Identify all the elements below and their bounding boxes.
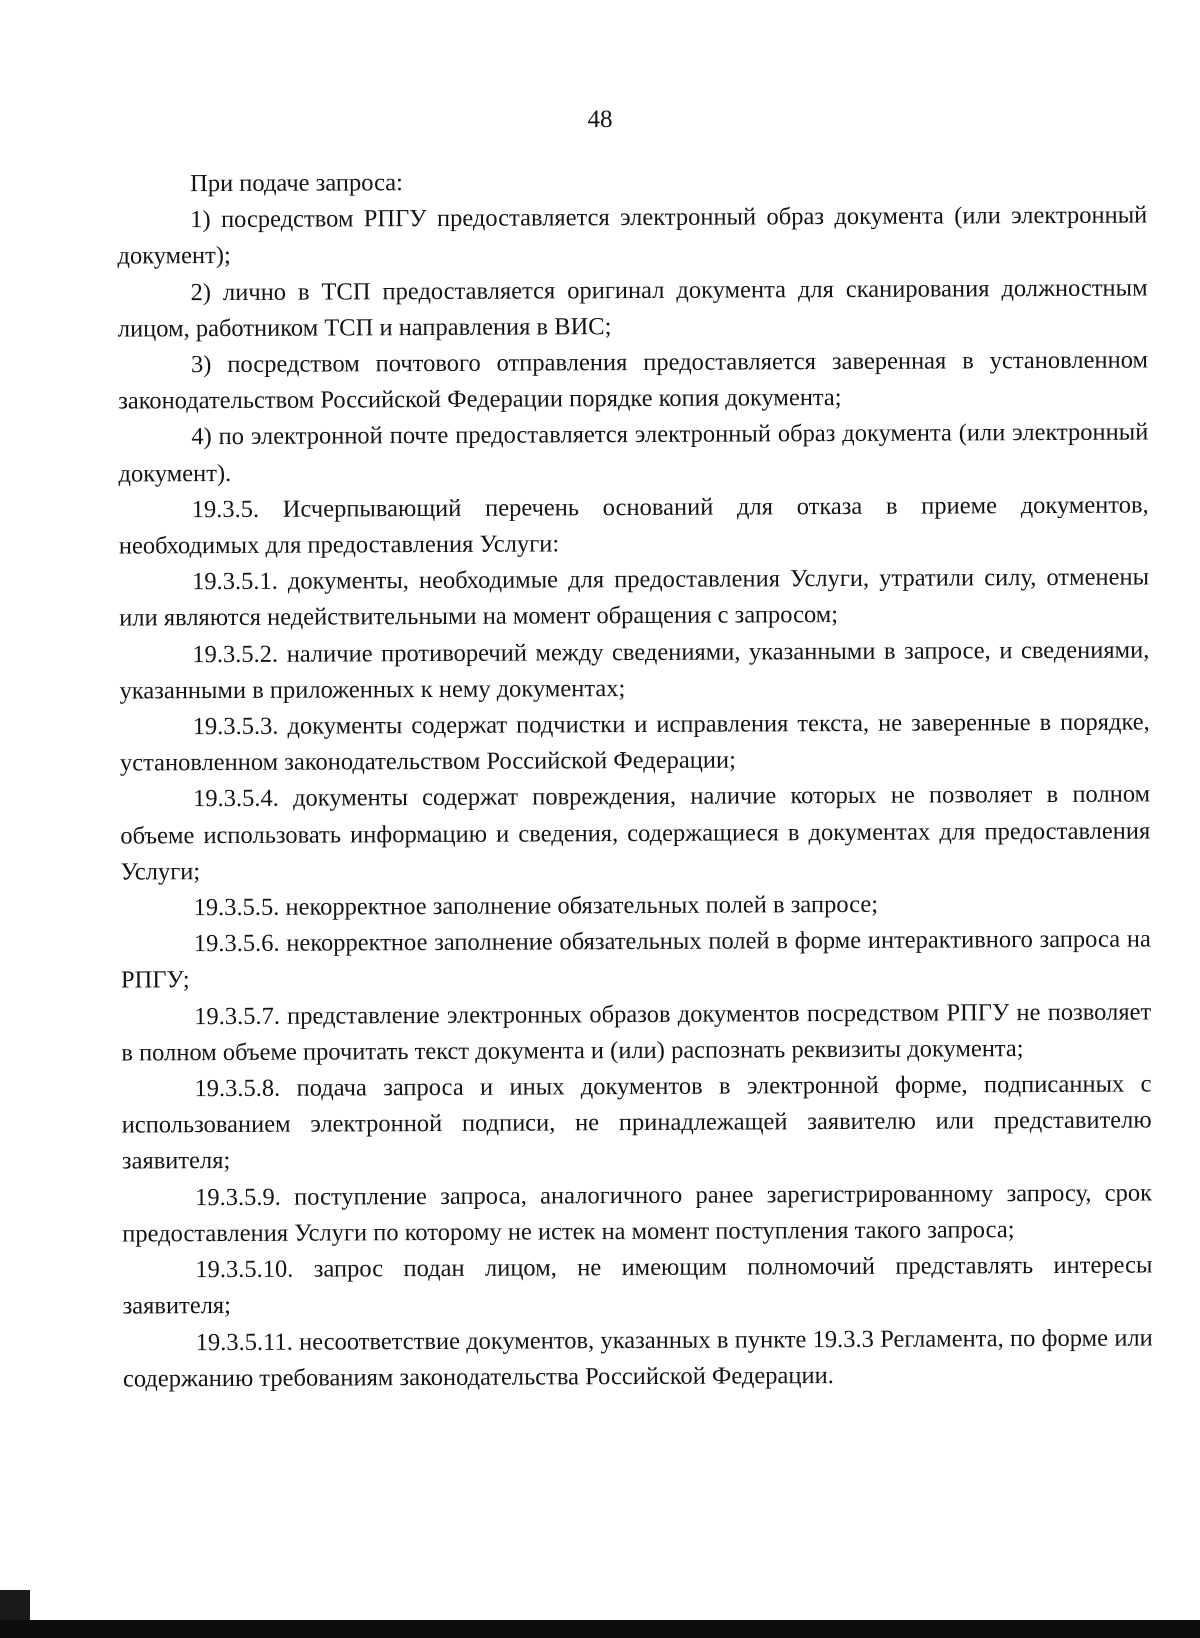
- clause-19-3-5-2: 19.3.5.2. наличие противоречий между сведениями, указанными в запросе, и сведениями, указанными в приложенных к нему документах;: [119, 636, 1150, 705]
- document-body: [117, 161, 1153, 1397]
- clause-19-3-5-9: 19.3.5.9. поступление запроса, аналогичного ранее зарегистрированному запросу, срок предоставления Услуги по которому не истек на момент поступления такого запроса;: [122, 1179, 1153, 1248]
- clause-19-3-5: 19.3.5. Исчерпывающий перечень оснований для отказа в приеме документов, необходимых для предоставления Услуги:: [118, 491, 1149, 560]
- page-number: 48: [587, 106, 613, 133]
- clause-19-3-5-7: 19.3.5.7. представление электронных образов документов посредством РПГУ не позволяет в полном объеме прочитать текст документа и (или) распознать реквизиты документа;: [121, 998, 1152, 1067]
- clause-19-3-5-11: 19.3.5.11. несоответствие документов, указанных в пункте 19.3.3 Регламента, по форме или содержанию требованиям законодательства Российской Федерации.: [122, 1323, 1153, 1393]
- scan-edge-corner: [0, 1590, 30, 1620]
- list-item-4: 4) по электронной почте предоставляется электронный образ документа (или электронный документ).: [118, 418, 1149, 488]
- clause-19-3-5-10: 19.3.5.10. запрос подан лицом, не имеющим полномочий представлять интересы заявителя;: [122, 1251, 1153, 1320]
- clause-19-3-5-1: 19.3.5.1. документы, необходимые для предоставления Услуги, утратили силу, отменены или являются недействительными на момент обращения с запросом;: [119, 563, 1150, 632]
- clause-19-3-5-4: 19.3.5.4. документы содержат повреждения, наличие которых не позволяет в полном объеме использовать информацию и сведения, содержащиеся в документах для предоставления Услуги;: [120, 780, 1151, 886]
- clause-19-3-5-3: 19.3.5.3. документы содержат подчистки и исправления текста, не заверенные в порядке, установленном законодательством Российской Федерации;: [119, 708, 1150, 777]
- clause-19-3-5-6: 19.3.5.6. некорректное заполнение обязательных полей в форме интерактивного запроса на РПГУ;: [120, 925, 1151, 994]
- clause-19-3-5-5: 19.3.5.5. некорректное заполнение обязательных полей в запросе;: [193, 890, 879, 922]
- scan-bottom-edge: [0, 1620, 1200, 1638]
- clause-19-3-5-8: 19.3.5.8. подача запроса и иных документов в электронной форме, подписанных с использованием электронной подписи, не принадлежащей заявителю или представителю заявителя;: [121, 1070, 1152, 1175]
- list-item-3: 3) посредством почтового отправления предоставляется заверенная в установленном законодательством Российской Федерации порядке копия документа;: [118, 346, 1149, 415]
- list-item-1: 1) посредством РПГУ предоставляется электронный образ документа (или электронный документ);: [117, 201, 1148, 270]
- paragraph-intro: При подаче запроса:: [190, 169, 403, 198]
- list-item-2: 2) лично в ТСП предоставляется оригинал документа для сканирования должностным лицом, работником ТСП и направления в ВИС;: [117, 274, 1148, 343]
